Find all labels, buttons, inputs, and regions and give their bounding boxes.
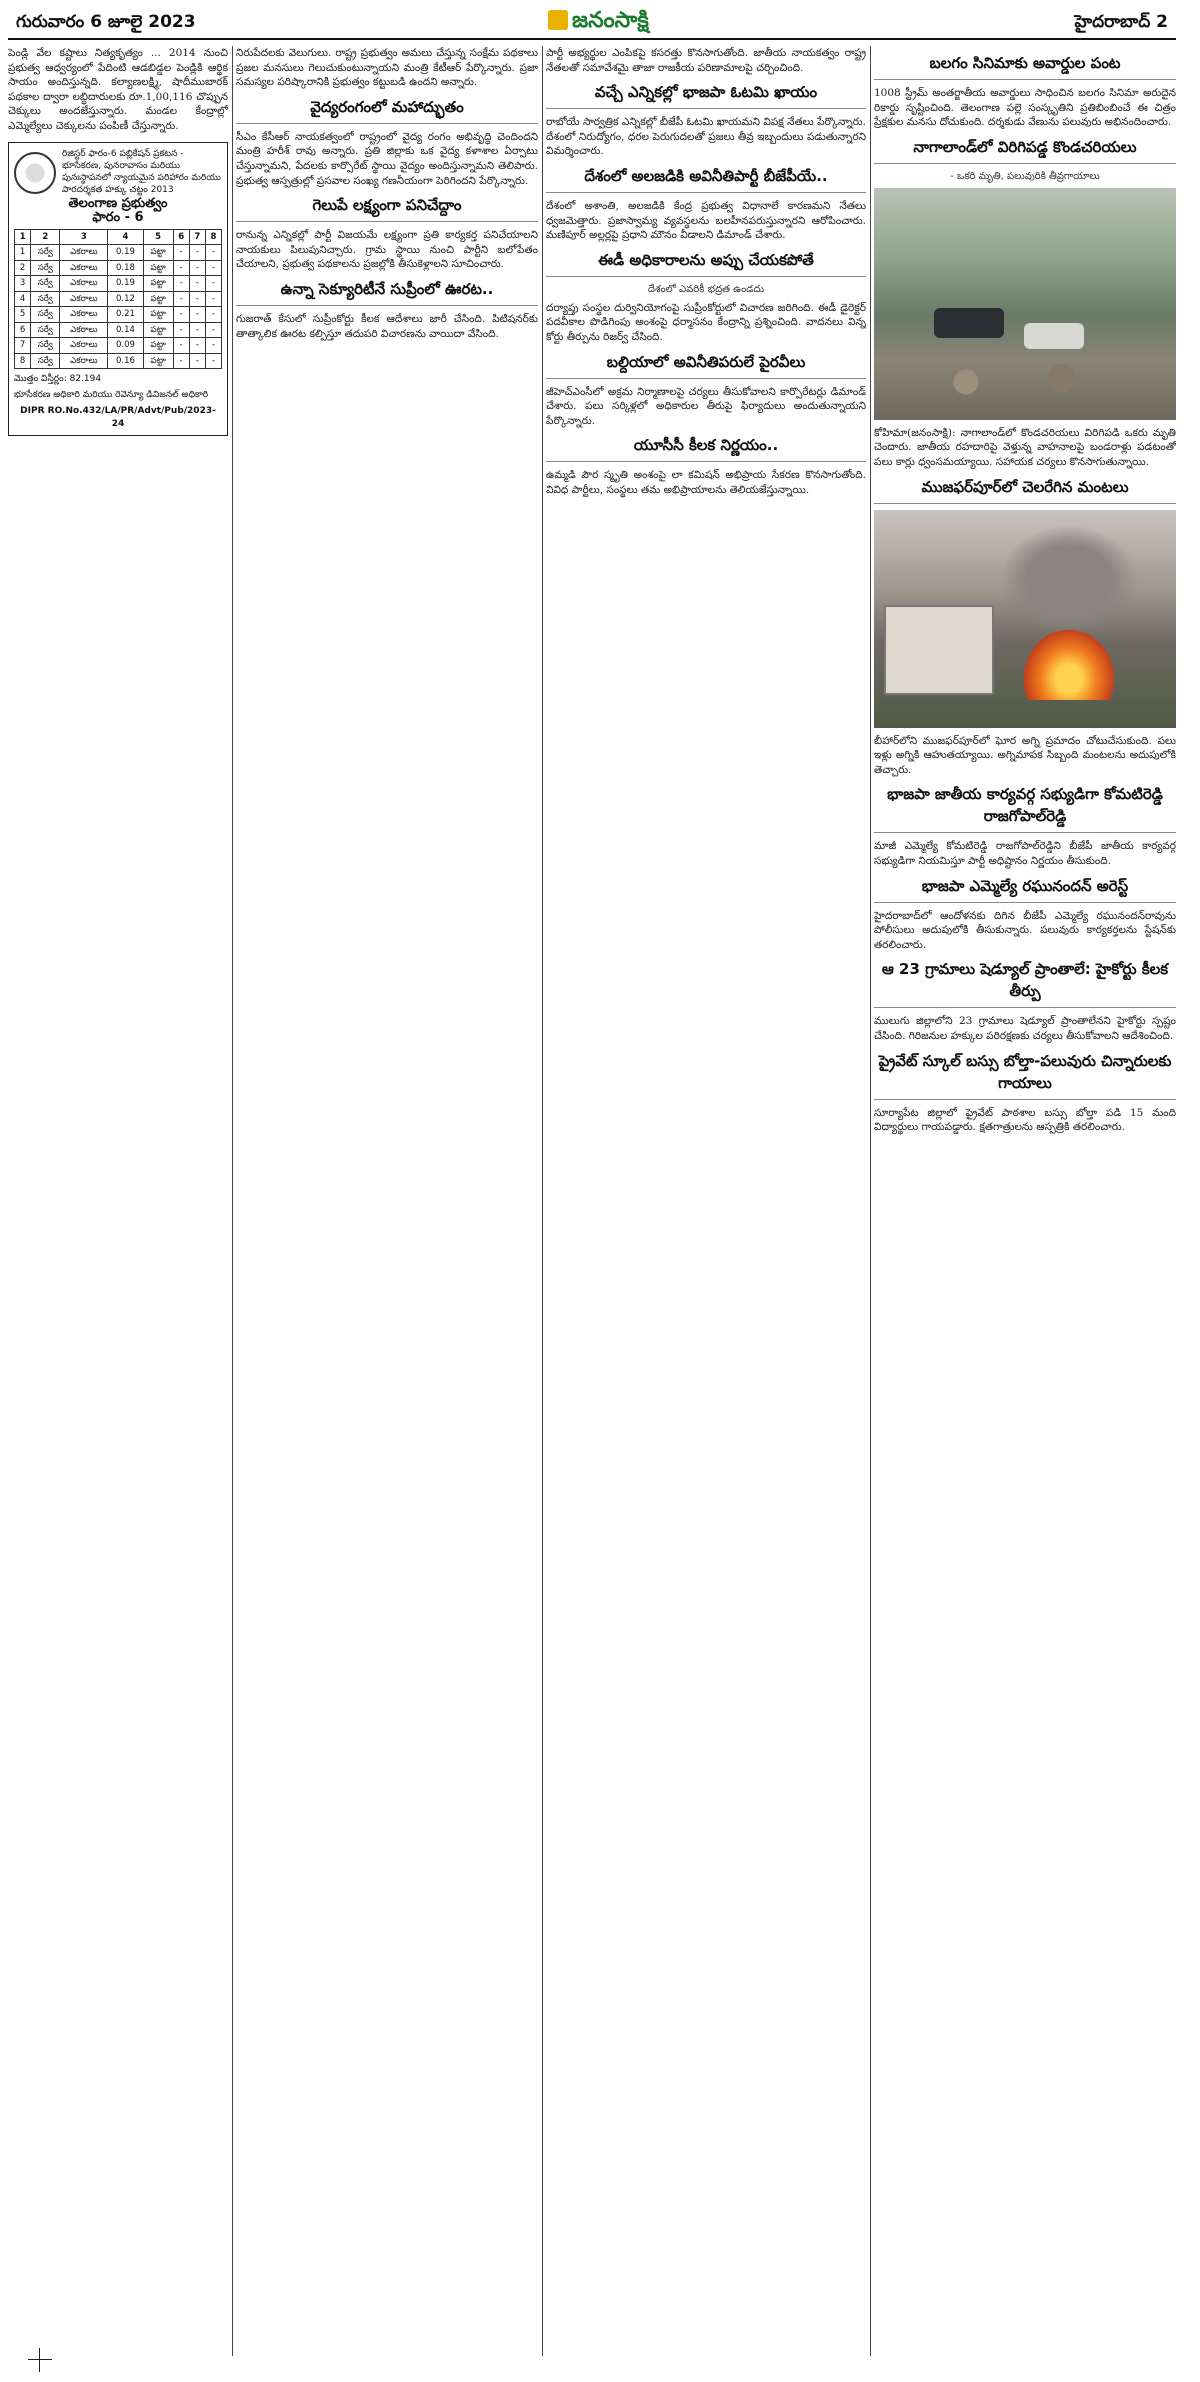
table-header-cell: 5 bbox=[143, 229, 173, 245]
table-cell: - bbox=[173, 307, 189, 323]
article-text: పార్టీ అభ్యర్థుల ఎంపికపై కసరత్తు కొనసాగుతోంది. జాతీయ నాయకత్వం రాష్ట్ర నేతలతో సమావేశమై తాజా రాజకీయ పరిణామాలపై చర్చించింది. bbox=[546, 47, 866, 74]
column-divider bbox=[232, 46, 233, 2356]
table-cell: సర్వే bbox=[31, 291, 60, 307]
article-text: సూర్యాపేట జిల్లాలో ప్రైవేట్ పాఠశాల బస్సు బోల్తా పడి 15 మంది విద్యార్థులు గాయపడ్డారు. క్షతగాత్రులను ఆస్పత్రికి తరలించారు. bbox=[874, 1106, 1176, 1134]
table-header-row bbox=[15, 229, 222, 245]
table-cell: - bbox=[189, 276, 205, 292]
table-cell: సర్వే bbox=[31, 245, 60, 261]
table-cell: 0.19 bbox=[108, 245, 143, 261]
notice-title: తెలంగాణ ప్రభుత్వం bbox=[68, 195, 168, 211]
table-cell: 0.19 bbox=[108, 276, 143, 292]
table-cell: ఎకరాలు bbox=[60, 322, 108, 338]
table-body bbox=[15, 245, 222, 369]
headline: యూసీసీ కీలక నిర్ణయం.. bbox=[546, 436, 866, 462]
table-cell: - bbox=[205, 307, 221, 323]
table-cell: ఎకరాలు bbox=[60, 307, 108, 323]
table-cell: - bbox=[173, 245, 189, 261]
article-text: జీహెచ్ఎంసీలో అక్రమ నిర్మాణాలపై చర్యలు తీసుకోవాలని కార్పొరేటర్లు డిమాండ్ చేశారు. పలు సర్కిళ్లలో అధికారుల తీరుపై ఫిర్యాదులు అందుతున్నాయని పేర్కొన్నారు. bbox=[546, 385, 866, 427]
table-cell: సర్వే bbox=[31, 338, 60, 354]
photo-car bbox=[1024, 323, 1084, 349]
newspaper-page bbox=[8, 6, 1176, 2361]
crop-mark bbox=[28, 2348, 52, 2372]
table-row bbox=[15, 276, 222, 292]
notice-total: మొత్తం విస్తీర్ణం: 82.194 bbox=[14, 374, 102, 385]
subheadline: - ఒకరి మృతి, పలువురికి తీవ్రగాయాలు bbox=[950, 170, 1100, 182]
table-cell: సర్వే bbox=[31, 276, 60, 292]
table-header-cell: 3 bbox=[60, 229, 108, 245]
headline: ముజఫర్‌పూర్‌లో చెలరేగిన మంటలు bbox=[874, 478, 1176, 504]
table-cell: 7 bbox=[15, 338, 31, 354]
logo-icon bbox=[548, 10, 568, 30]
table-cell: పట్టా bbox=[143, 307, 173, 323]
photo-flame bbox=[1024, 630, 1114, 700]
table-cell: ఎకరాలు bbox=[60, 276, 108, 292]
table-cell: - bbox=[189, 338, 205, 354]
page-number: 2 bbox=[1156, 12, 1168, 32]
table-cell: - bbox=[205, 276, 221, 292]
table-row bbox=[15, 291, 222, 307]
table-cell: ఎకరాలు bbox=[60, 245, 108, 261]
newspaper-logo bbox=[548, 8, 649, 38]
table-row bbox=[15, 245, 222, 261]
table-cell: పట్టా bbox=[143, 353, 173, 369]
column-4 bbox=[874, 46, 1176, 2356]
table-cell: - bbox=[189, 245, 205, 261]
photo-rocks bbox=[894, 362, 1134, 402]
headline: ఉన్నా సెక్యూరిటీనే సుప్రీంలో ఊరట.. bbox=[236, 280, 538, 306]
table-cell: - bbox=[189, 322, 205, 338]
table-cell: పట్టా bbox=[143, 276, 173, 292]
table-cell: 2 bbox=[15, 260, 31, 276]
table-cell: ఎకరాలు bbox=[60, 260, 108, 276]
photo-smoke bbox=[994, 520, 1144, 640]
landslide-photo bbox=[874, 188, 1176, 420]
table-header-cell: 8 bbox=[205, 229, 221, 245]
headline: బలగం సినిమాకు అవార్డుల పంట bbox=[874, 54, 1176, 80]
table-row bbox=[15, 307, 222, 323]
headline: ఈడీ అధికారాలను అప్పు చేయకపోతే bbox=[546, 251, 866, 277]
article-text: దర్యాప్తు సంస్థల దుర్వినియోగంపై సుప్రీంకోర్టులో విచారణ జరిగింది. ఈడీ డైరెక్టర్ పదవీకాల పొడిగింపు అంశంపై ధర్మాసనం కేంద్రాన్ని ప్రశ్నించింది. వాదనలు విన్న కోర్టు తీర్పును రిజర్వ్ చేసింది. bbox=[546, 301, 866, 343]
table-cell: - bbox=[205, 245, 221, 261]
table-cell: - bbox=[173, 291, 189, 307]
column-1 bbox=[8, 46, 228, 2356]
headline: భాజపా జాతీయ కార్యవర్గ సభ్యుడిగా కోమటిరెడ్డి రాజగోపాల్‌రెడ్డి bbox=[874, 785, 1176, 833]
article-text: బీహార్‌లోని ముజఫర్‌పూర్‌లో ఘోర అగ్ని ప్రమాదం చోటుచేసుకుంది. పలు ఇళ్లు అగ్నికి ఆహుతయ్యాయి. అగ్నిమాపక సిబ్బంది మంటలను అదుపులోకి తెచ్చారు. bbox=[874, 734, 1176, 776]
table-cell: సర్వే bbox=[31, 353, 60, 369]
table-cell: పట్టా bbox=[143, 338, 173, 354]
table-cell: సర్వే bbox=[31, 322, 60, 338]
table-row bbox=[15, 353, 222, 369]
table-cell: 8 bbox=[15, 353, 31, 369]
table-cell: 0.14 bbox=[108, 322, 143, 338]
article-text: రానున్న ఎన్నికల్లో పార్టీ విజయమే లక్ష్యంగా ప్రతి కార్యకర్త పనిచేయాలని నాయకులు పిలుపునిచ్చారు. గ్రామ స్థాయి నుంచి పార్టీని బలోపేతం చేయాలని, ప్రభుత్వ పథకాలను ప్రజల్లోకి తీసుకెళ్లాలని సూచించారు. bbox=[236, 229, 538, 271]
table-cell: 0.09 bbox=[108, 338, 143, 354]
article-text: రాబోయే సార్వత్రిక ఎన్నికల్లో బీజేపీ ఓటమి ఖాయమని విపక్ష నేతలు పేర్కొన్నారు. దేశంలో నిరుద్యోగం, ధరల పెరుగుదలతో ప్రజలు తీవ్ర ఇబ్బందులు పడుతున్నారని విమర్శించారు. bbox=[546, 116, 866, 158]
headline: బల్దియాలో అవినీతిపరులే పైరవీలు bbox=[546, 353, 866, 379]
table-cell: 0.16 bbox=[108, 353, 143, 369]
table-cell: పట్టా bbox=[143, 291, 173, 307]
table-cell: 4 bbox=[15, 291, 31, 307]
table-cell: 5 bbox=[15, 307, 31, 323]
brand-name: జనంసాక్షి bbox=[572, 8, 649, 33]
headline: భాజపా ఎమ్మెల్యే రఘునందన్ అరెస్ట్ bbox=[874, 877, 1176, 903]
table-header-cell: 7 bbox=[189, 229, 205, 245]
article-text: ములుగు జిల్లాలోని 23 గ్రామాలు షెడ్యూల్ ప్రాంతాలేనని హైకోర్టు స్పష్టం చేసింది. గిరిజనుల హక్కుల పరిరక్షణకు చర్యలు తీసుకోవాలని ఆదేశించింది. bbox=[874, 1015, 1176, 1042]
table-header-cell: 2 bbox=[31, 229, 60, 245]
table-row bbox=[15, 260, 222, 276]
table-header-cell: 6 bbox=[173, 229, 189, 245]
government-seal bbox=[14, 152, 56, 194]
fire-photo bbox=[874, 510, 1176, 728]
column-divider bbox=[870, 46, 871, 2356]
subheadline: దేశంలో ఎవరికీ భద్రత ఉండదు bbox=[647, 283, 765, 295]
dipr-reference: DIPR RO.No.432/LA/PR/Advt/Pub/2023-24 bbox=[20, 406, 216, 429]
table-cell: పట్టా bbox=[143, 260, 173, 276]
column-divider bbox=[542, 46, 543, 2356]
table-cell: 3 bbox=[15, 276, 31, 292]
table-row bbox=[15, 322, 222, 338]
table-row bbox=[15, 338, 222, 354]
headline: ఆ 23 గ్రామాలు షెడ్యూల్ ప్రాంతాలే: హైకోర్టు కీలక తీర్పు bbox=[874, 960, 1176, 1008]
table-cell: ఎకరాలు bbox=[60, 338, 108, 354]
article-text: ఉమ్మడి పౌర స్మృతి అంశంపై లా కమిషన్ అభిప్రాయ సేకరణ కొనసాగుతోంది. వివిధ పార్టీలు, సంస్థలు తమ అభిప్రాయాలను తెలియజేస్తున్నాయి. bbox=[546, 469, 866, 496]
table-cell: పట్టా bbox=[143, 245, 173, 261]
table-cell: పట్టా bbox=[143, 322, 173, 338]
total-label: మొత్తం విస్తీర్ణం bbox=[14, 374, 64, 385]
article-text: గుజరాత్ కేసులో సుప్రీంకోర్టు కీలక ఆదేశాలు జారీ చేసింది. పిటిషనర్‌కు తాత్కాలిక ఊరట కల్పిస్తూ తదుపరి విచారణను వాయిదా వేసింది. bbox=[236, 312, 538, 340]
table-cell: సర్వే bbox=[31, 307, 60, 323]
photo-house bbox=[884, 605, 994, 695]
table-cell: 6 bbox=[15, 322, 31, 338]
column-2 bbox=[236, 46, 538, 2356]
total-value: 82.194 bbox=[69, 374, 102, 385]
table-cell: - bbox=[173, 260, 189, 276]
edition-name: హైదరాబాద్ bbox=[1074, 12, 1151, 32]
article-continuation: పెండ్లి వేల కష్టాలు నిత్యకృత్యం ... 2014 నుంచి ప్రభుత్వ ఆధ్వర్యంలో పేదింటి ఆడబిడ్డల పెండ్లికి ఆర్థిక సాయం అందిస్తున్నది. కల్యాణలక్ష్మి, షాదీముబారక్ పథకాల ద్వారా లబ్ధిదారులకు రూ.1,00,116 చొప్పున చెక్కులు అందజేస్తున్నారు. మండల కేంద్రాల్లో ఎమ్మెల్యేలు చెక్కులను పంపిణీ చేస్తున్నారు. bbox=[8, 47, 228, 132]
headline: వైద్యరంగంలో మహాద్భుతం bbox=[236, 98, 538, 124]
article-text: నిరుపేదలకు వెలుగులు. రాష్ట్ర ప్రభుత్వం అమలు చేస్తున్న సంక్షేమ పథకాలు ప్రజల మనసులు గెలుచుకుంటున్నాయని మంత్రి కేటీఆర్ పేర్కొన్నారు. ప్రజా సమస్యల పరిష్కారానికి ప్రభుత్వం కట్టుబడి ఉందని అన్నారు. bbox=[236, 47, 538, 89]
table-cell: - bbox=[189, 353, 205, 369]
table-cell: 0.18 bbox=[108, 260, 143, 276]
table-cell: - bbox=[189, 291, 205, 307]
table-cell: - bbox=[205, 291, 221, 307]
table-cell: 1 bbox=[15, 245, 31, 261]
table-cell: - bbox=[173, 353, 189, 369]
article-text: హైదరాబాద్‌లో ఆందోళనకు దిగిన బీజేపీ ఎమ్మెల్యే రఘునందన్‌రావును పోలీసులు అదుపులోకి తీసుకున్నారు. పలువురు కార్యకర్తలను స్టేషన్‌కు తరలించారు. bbox=[874, 909, 1176, 951]
headline: గెలుపే లక్ష్యంగా పనిచేద్దాం bbox=[236, 196, 538, 222]
masthead bbox=[8, 6, 1176, 40]
headline: దేశంలో అలజడికి అవినీతిపార్టీ బీజేపీయే.. bbox=[546, 167, 866, 193]
table-cell: 0.12 bbox=[108, 291, 143, 307]
table-cell: - bbox=[205, 322, 221, 338]
table-cell: - bbox=[189, 260, 205, 276]
table-header-cell: 4 bbox=[108, 229, 143, 245]
headline: ప్రైవేట్ స్కూల్ బస్సు బోల్తా-పలువురు చిన్నారులకు గాయాలు bbox=[874, 1052, 1176, 1100]
table-cell: - bbox=[205, 353, 221, 369]
table-cell: - bbox=[205, 260, 221, 276]
article-text: దేశంలో అశాంతి, అలజడికి కేంద్ర ప్రభుత్వ విధానాలే కారణమని నేతలు ధ్వజమెత్తారు. ప్రజాస్వామ్య వ్యవస్థలను బలహీనపరుస్తున్నారని ఆరోపించారు. మణిపూర్ అల్లర్లపై ప్రధాని మౌనం వీడాలని డిమాండ్ చేశారు. bbox=[546, 199, 866, 242]
table-header-cell: 1 bbox=[15, 229, 31, 245]
column-3 bbox=[546, 46, 866, 2356]
article-text: మాజీ ఎమ్మెల్యే కోమటిరెడ్డి రాజగోపాల్‌రెడ్డిని బీజేపీ జాతీయ కార్యవర్గ సభ్యుడిగా నియమిస్తూ పార్టీ అధిష్టానం నిర్ణయం తీసుకుంది. bbox=[874, 840, 1176, 867]
edition-and-page bbox=[1075, 12, 1168, 36]
government-notice bbox=[8, 142, 228, 437]
table-cell: - bbox=[205, 338, 221, 354]
table-cell: సర్వే bbox=[31, 260, 60, 276]
table-cell: ఎకరాలు bbox=[60, 353, 108, 369]
table-cell: 0.21 bbox=[108, 307, 143, 323]
issue-date: గురువారం 6 జూలై 2023 bbox=[16, 12, 196, 32]
headline: వచ్చే ఎన్నికల్లో భాజపా ఓటమి ఖాయం bbox=[546, 83, 866, 109]
article-text: కోహిమా(జనంసాక్షి): నాగాలాండ్‌లో కొండచరియలు విరిగిపడి ఒకరు మృతి చెందారు. జాతీయ రహదారిపై వెళ్తున్న వాహనాలపై బండరాళ్లు పడటంతో పలు కార్లు ధ్వంసమయ్యాయి. సహాయక చర్యలు కొనసాగుతున్నాయి. bbox=[874, 426, 1176, 468]
headline: నాగాలాండ్‌లో విరిగిపడ్డ కొండచరియలు bbox=[874, 138, 1176, 164]
article-text: సీఎం కేసీఆర్ నాయకత్వంలో రాష్ట్రంలో వైద్య రంగం అభివృద్ధి చెందిందని మంత్రి హరీశ్ రావు అన్నారు. ప్రతి జిల్లాకు ఒక వైద్య కళాశాల ఏర్పాటు చేస్తున్నామని, పేదలకు కార్పొరేట్ స్థాయి వైద్యం అందిస్తున్నామని తెలిపారు. ప్రభుత్వ ఆస్పత్రుల్లో ప్రసవాల సంఖ్య గణనీయంగా పెరిగిందని పేర్కొన్నారు. bbox=[236, 130, 538, 187]
table-cell: - bbox=[173, 276, 189, 292]
article-text: 1008 స్ట్రీమ్ అంతర్జాతీయ అవార్డులు సాధించిన బలగం సినిమా అరుదైన రికార్డు సృష్టించింది. తెలంగాణ పల్లె సంస్కృతిని ప్రతిబింబించే ఈ చిత్రం ప్రేక్షకుల మనసు దోచుకుంది. దర్శకుడు వేణును పలువురు అభినందించారు. bbox=[874, 87, 1176, 129]
notice-form-number: ఫారం - 6 bbox=[92, 210, 144, 226]
table-cell: ఎకరాలు bbox=[60, 291, 108, 307]
table-cell: - bbox=[173, 322, 189, 338]
table-cell: - bbox=[189, 307, 205, 323]
table-cell: - bbox=[173, 338, 189, 354]
notice-signature: భూసేకరణ అధికారి మరియు రెవెన్యూ డివిజనల్ అధికారి bbox=[14, 390, 209, 401]
notice-header: రిజిస్టర్ ఫారం-6 పబ్లికేషన్ ప్రకటన - భూసేకరణ, పునరావాసం మరియు పునఃస్థాపనలో న్యాయమైన పరిహారం మరియు పారదర్శకత హక్కు చట్టం 2013 bbox=[62, 148, 221, 195]
land-schedule-table bbox=[14, 229, 222, 370]
photo-car bbox=[934, 308, 1004, 338]
